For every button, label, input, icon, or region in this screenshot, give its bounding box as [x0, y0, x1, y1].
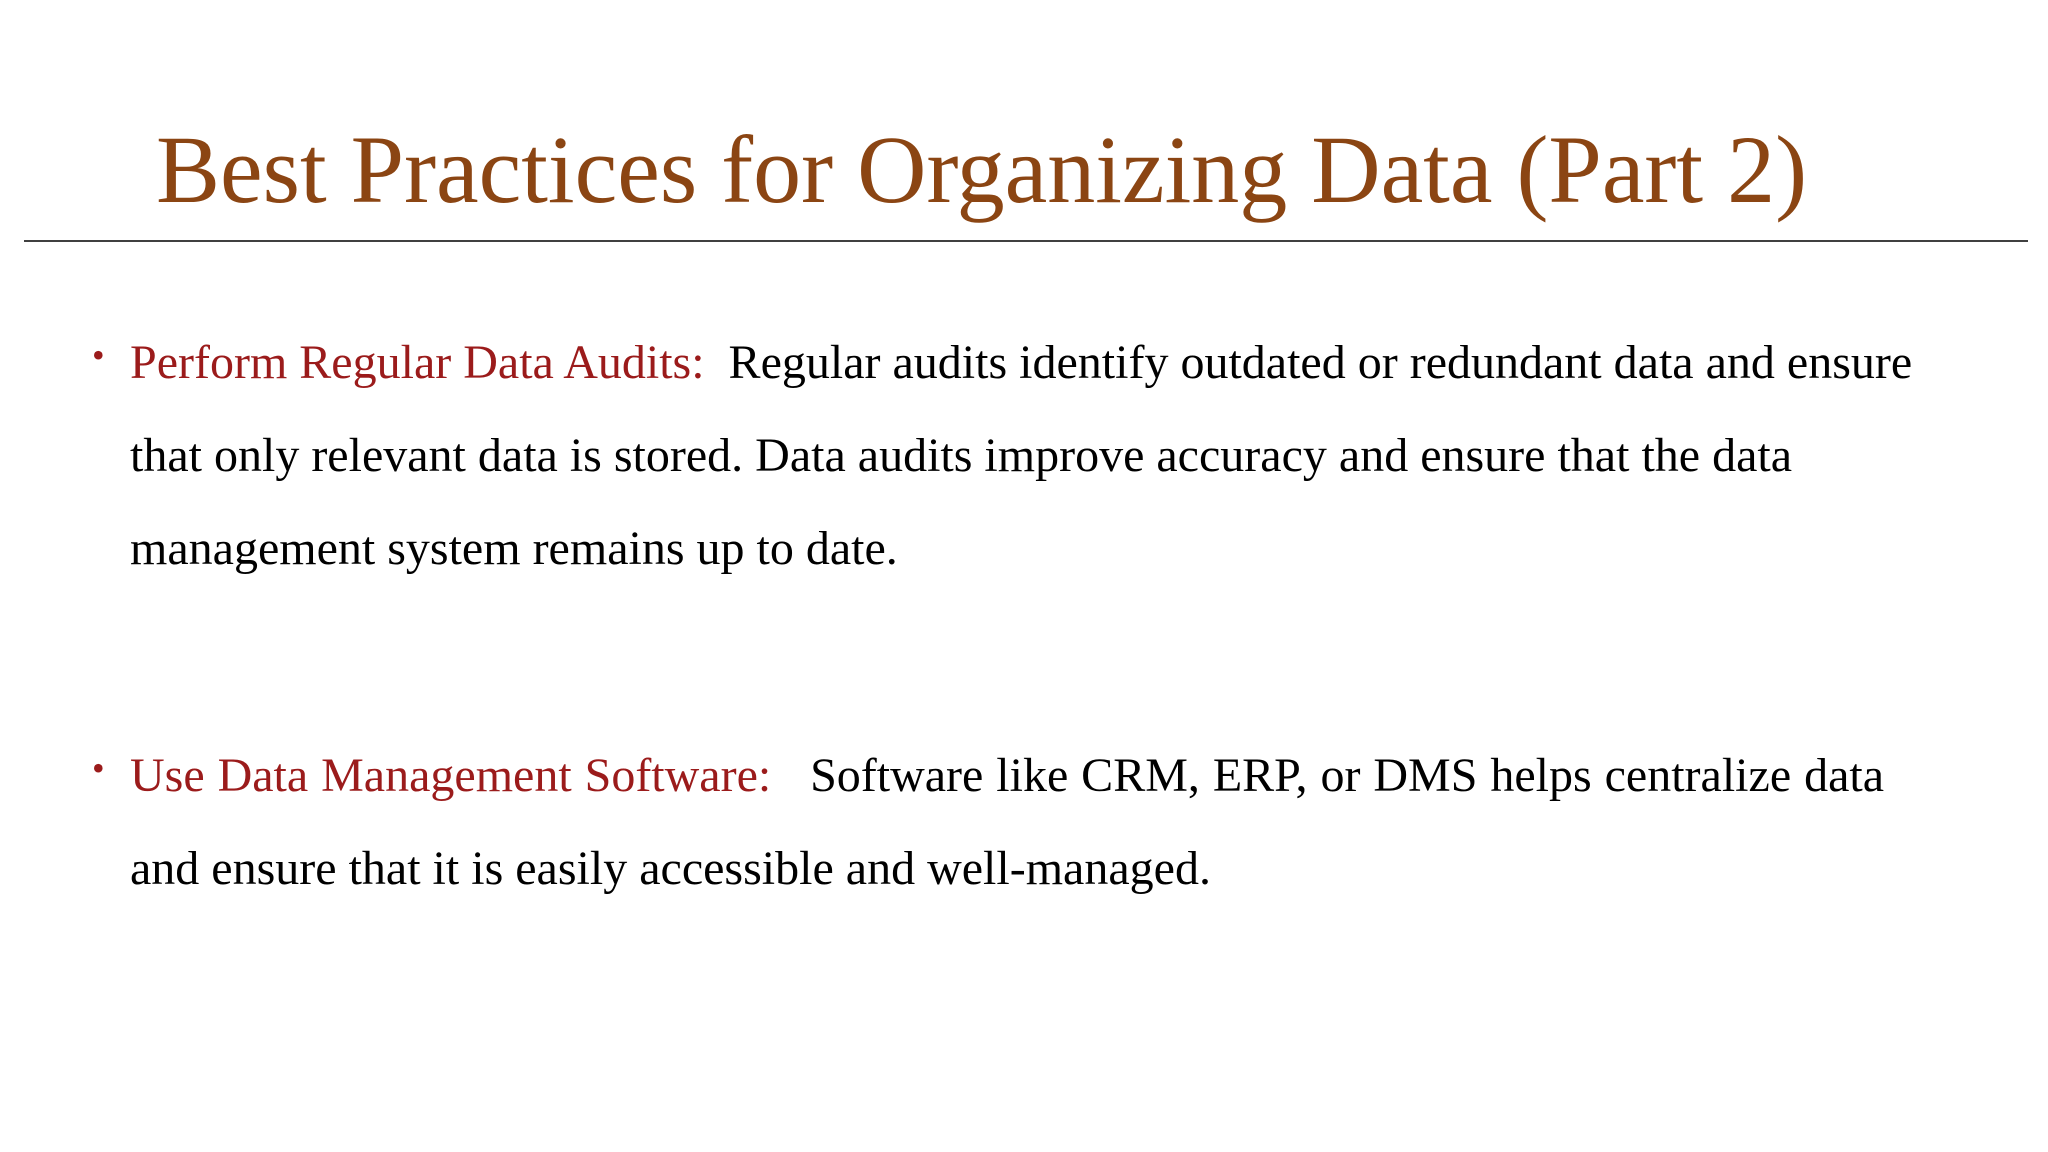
bullet-icon: •	[92, 335, 105, 375]
bullet-text: Regular audits identify outdated or redundant data and ensure that only relevant data is stored. Data audits improve accuracy and ensure that the data management system remains up to date.	[130, 336, 1913, 575]
bullet-lead: Use Data Management Software:	[130, 749, 772, 802]
bullet-icon: •	[92, 748, 105, 788]
bullet-text: Software like CRM, ERP, or DMS helps centralize data and ensure that it is easily accessible and well-managed.	[130, 749, 1885, 895]
slide-title: Best Practices for Organizing Data (Part 2)	[156, 116, 1808, 223]
bullet-item-management-software	[92, 729, 1885, 915]
bullet-lead: Perform Regular Data Audits:	[130, 336, 705, 389]
bullet-item-data-audits	[92, 316, 1950, 595]
title-divider	[24, 240, 2028, 242]
